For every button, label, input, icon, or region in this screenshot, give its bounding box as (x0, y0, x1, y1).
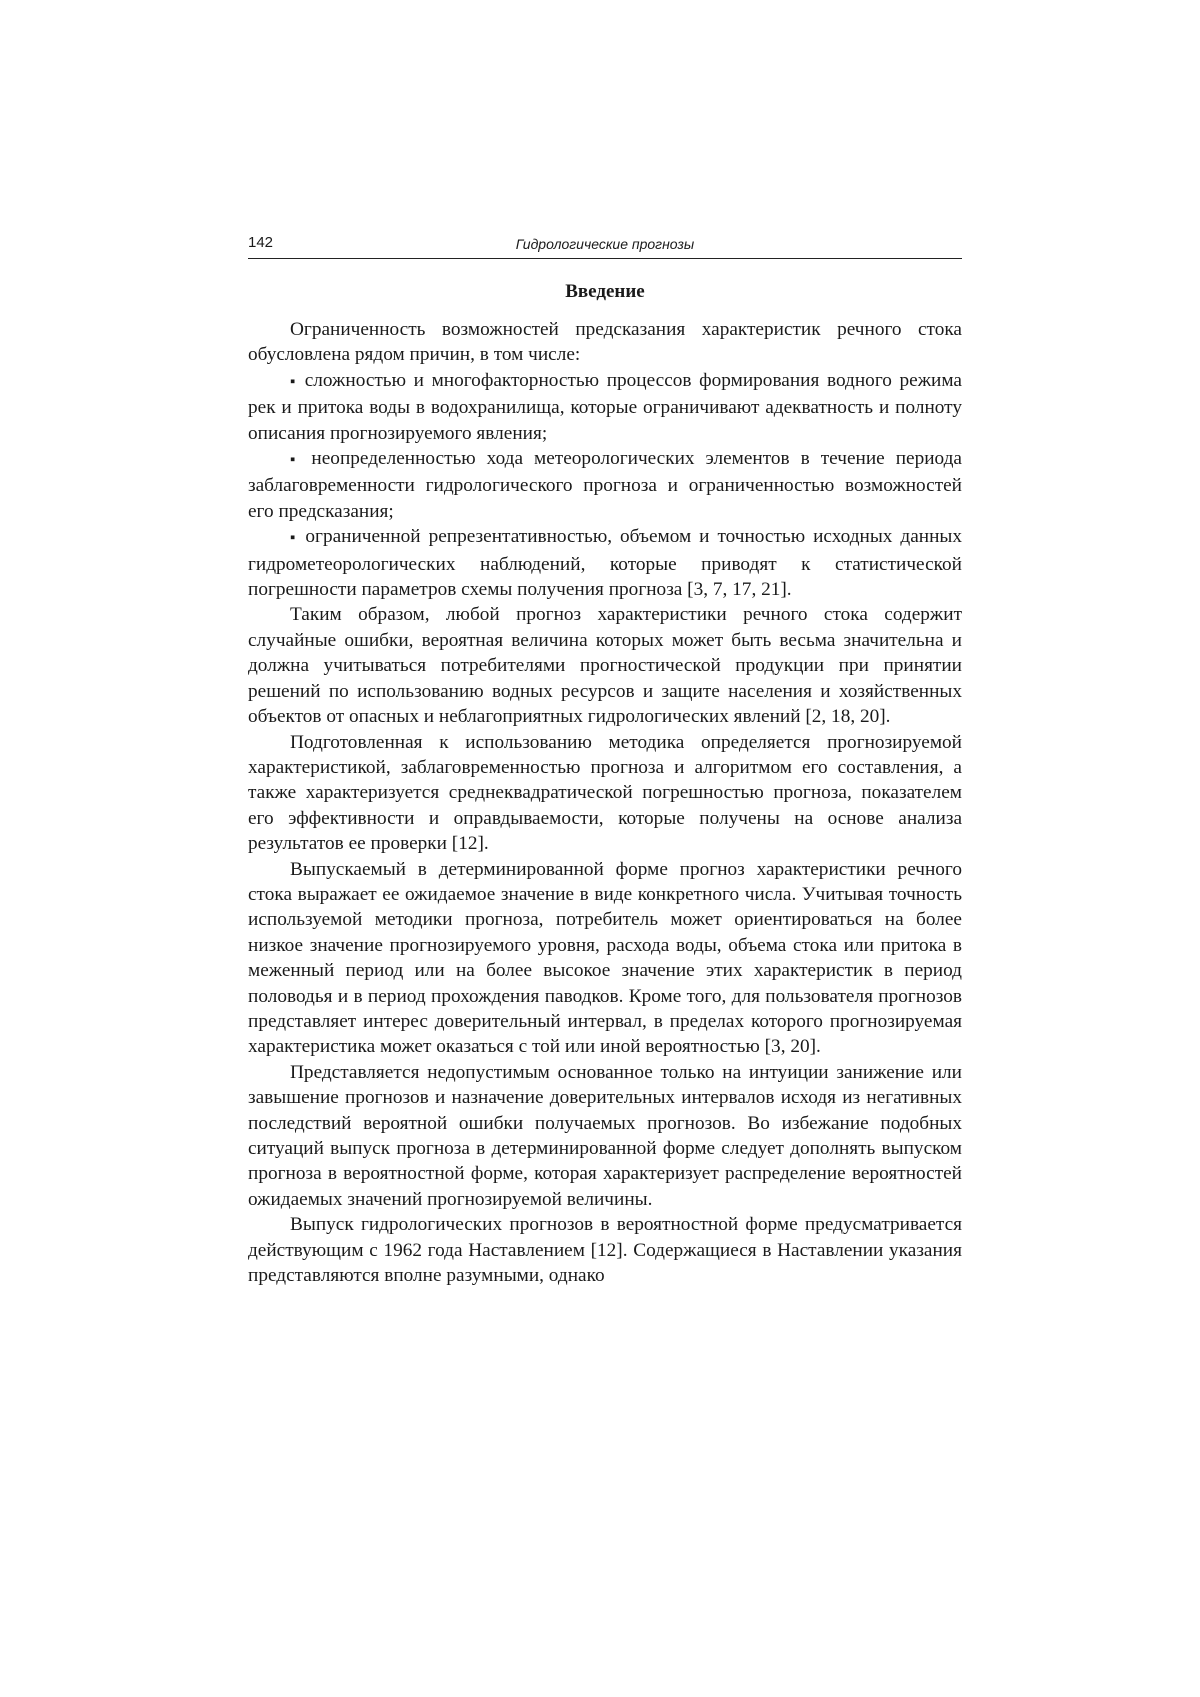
paragraph: Выпускаемый в детерминированной форме прогноз характеристики речного стока выражает ее ожидаемое значение в виде конкретного числа. Учитывая точность используемой методики прогноза, потребитель может ориентироваться на более низкое значение прогнозируемого уровня, расхода воды, объема стока или притока в меженный период или на более высокое значение этих характеристик в период половодья и в период прохождения паводков. Кроме того, для пользователя прогнозов представляет интерес доверительный интервал, в пределах которого прогнозируемая характеристика может оказаться с той или иной вероятностью [3, 20]. (248, 858, 962, 1058)
document-page (248, 232, 962, 1288)
page-number: 142 (248, 234, 274, 251)
bullet-item: ▪ сложностью и многофакторностью процессов формирования водного режима рек и притока воды в водохранилища, которые ограничивают адекватность и полноту описания прогнозируемого явления; (248, 368, 962, 446)
bullet-item: ▪ неопределенностью хода метеорологических элементов в течение периода заблаговременности гидрологического прогноза и ограниченностью возможностей его предсказания; (248, 446, 962, 524)
paragraph: Ограниченность возможностей предсказания характеристик речного стока обусловлена рядом причин, в том числе: (248, 319, 962, 366)
body-text (248, 317, 962, 1288)
section-title: Введение (565, 281, 645, 302)
running-header (248, 232, 962, 259)
running-title: Гидрологические прогнозы (515, 236, 695, 252)
bullet-item: ▪ ограниченной репрезентативностью, объемом и точностью исходных данных гидрометеорологических наблюдений, которые приводят к статистической погрешности параметров схемы получения прогноза [3, 7, 17, 21]. (248, 524, 962, 602)
paragraph: Подготовленная к использованию методика определяется прогнозируемой характеристикой, заблаговременностью прогноза и алгоритмом его составления, а также характеризуется среднеквадратической погрешностью прогноза, показателем его эффективности и оправдываемости, которые получены на основе анализа результатов ее проверки [12]. (248, 731, 962, 855)
paragraph: Представляется недопустимым основанное только на интуиции занижение или завышение прогнозов и назначение доверительных интервалов исходя из негативных последствий вероятной ошибки получаемых прогнозов. Во избежание подобных ситуаций выпуск прогноза в детерминированной форме следует дополнять выпуском прогноза в вероятностной форме, которая характеризует распределение вероятностей ожидаемых значений прогнозируемой величины. (248, 1061, 962, 1210)
paragraph: Выпуск гидрологических прогнозов в вероятностной форме предусматривается действующим с 1962 года Наставлением [12]. Содержащиеся в Наставлении указания представляются вполне разумными, однако (248, 1214, 962, 1287)
paragraph: Таким образом, любой прогноз характеристики речного стока содержит случайные ошибки, вероятная величина которых может быть весьма значительна и должна учитываться потребителями прогностической продукции при принятии решений по использованию водных ресурсов и защите населения и хозяйственных объектов от опасных и неблагоприятных гидрологических явлений [2, 18, 20]. (248, 604, 962, 728)
